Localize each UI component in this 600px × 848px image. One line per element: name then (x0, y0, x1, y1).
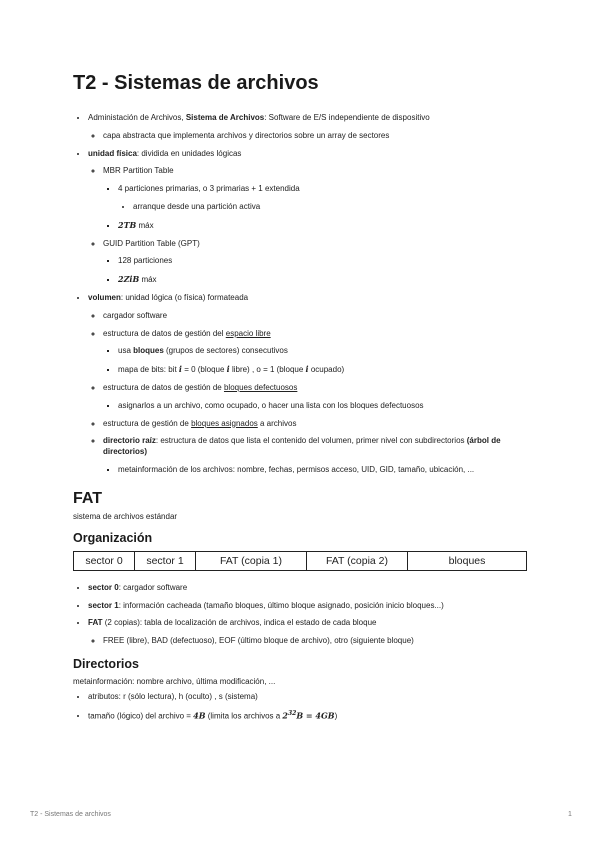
underlined-text: bloques defectuosos (223, 382, 298, 392)
text: máx (136, 220, 154, 230)
bold-text: sector 0 (88, 582, 119, 592)
section-heading-fat: FAT (73, 489, 103, 507)
text: (grupos de sectores) consecutivos (163, 346, 288, 356)
fat-layout-table (73, 551, 527, 571)
text: a archivos (257, 418, 297, 428)
text: 4 particiones primarias, o 3 primarias + 1 extendida (118, 184, 300, 194)
intro-list (73, 113, 533, 476)
page-number: 1 (568, 811, 572, 818)
list-item (133, 202, 533, 213)
bold-text: FAT (88, 618, 103, 628)
bold-text: (árbol de directorios) (103, 436, 501, 457)
text: atributos: r (sólo lectura), h (oculto) , s (sistema) (88, 691, 258, 701)
list-item (88, 601, 533, 612)
list-item (103, 419, 533, 430)
fat-list (73, 583, 533, 647)
text: 128 particiones (118, 256, 173, 266)
table-cell: FAT (copia 1) (196, 551, 307, 570)
text: : información cacheada (tamaño bloques, último bloque asignado, posición inicio bloques...) (118, 600, 444, 610)
text: estructura de datos de gestión del (103, 328, 226, 338)
text: estructura de datos de gestión de (103, 382, 224, 392)
text: : dividida en unidades lógicas (136, 148, 242, 158)
list-item (118, 256, 533, 267)
list-item (118, 220, 533, 232)
text: cargador software (103, 310, 168, 320)
table-cell: bloques (408, 551, 527, 570)
text: FREE (libre), BAD (defectuoso), EOF (último bloque de archivo), otro (siguiente bloque) (103, 636, 414, 646)
math-text: i (178, 364, 182, 375)
text: máx (139, 275, 157, 285)
text: ) (334, 711, 338, 721)
text: libre) , o = 1 (bloque (229, 365, 306, 375)
footer-title: T2 - Sistemas de archivos (30, 811, 111, 818)
bold-text: sector 1 (88, 600, 119, 610)
section-heading-organizacion: Organización (73, 530, 153, 545)
list-item (103, 383, 533, 412)
text: = 0 (bloque (181, 365, 227, 375)
math-superscript: 32 (288, 709, 297, 717)
list-item (103, 436, 533, 475)
math-text: i (305, 364, 309, 375)
bold-text: volumen (88, 292, 121, 302)
math-text: 2 (282, 710, 288, 721)
list-item (88, 149, 533, 286)
text: : unidad lógica (o física) formateada (120, 292, 249, 302)
text: usa (118, 346, 134, 356)
list-item (103, 131, 533, 142)
text: : cargador software (118, 582, 188, 592)
text: GUID Partition Table (GPT) (103, 238, 200, 248)
text: ocupado) (308, 365, 345, 375)
text: tamaño (lógico) del archivo = (88, 711, 194, 721)
section-heading-directorios: Directorios (73, 656, 139, 671)
list-item (118, 274, 533, 286)
text: MBR Partition Table (103, 166, 174, 176)
list-item (103, 166, 533, 231)
table-cell: sector 0 (74, 551, 135, 570)
list-item (103, 311, 533, 322)
fat-subtitle: sistema de archivos estándar (73, 511, 178, 521)
list-item (118, 184, 533, 213)
text: metainformación de los archivos: nombre, fechas, permisos acceso, UID, GID, tamaño, ubicación, ... (118, 464, 475, 474)
text: (limita los archivos a (205, 711, 283, 721)
text: asignarlos a un archivo, como ocupado, o hacer una lista con los bloques defectuosos (118, 400, 424, 410)
text: capa abstracta que implementa archivos y directorios sobre un array de sectores (103, 130, 390, 140)
list-item (103, 636, 533, 647)
table-cell: FAT (copia 2) (307, 551, 408, 570)
bold-text: bloques (133, 346, 164, 356)
list-item (88, 692, 533, 703)
text: estructura de gestión de (103, 418, 192, 428)
page-title: T2 - Sistemas de archivos (73, 72, 319, 94)
list-item (88, 618, 533, 647)
math-text: B = 4GB (296, 710, 335, 721)
underlined-text: bloques asignados (191, 418, 258, 428)
list-item (88, 710, 533, 722)
math-text: 2TB (118, 219, 137, 230)
table-cell: sector 1 (135, 551, 196, 570)
list-item (118, 465, 533, 476)
math-text: i (226, 364, 230, 375)
text: : estructura de datos que lista el contenido del volumen, primer nivel con subdirectorios (155, 436, 467, 446)
underlined-text: espacio libre (225, 328, 271, 338)
bold-text: directorio raíz (103, 436, 156, 446)
text: (2 copias): tabla de localización de archivos, indica el estado de cada bloque (102, 618, 377, 628)
text: mapa de bits: bit (118, 365, 179, 375)
list-item (103, 329, 533, 376)
list-item (88, 583, 533, 594)
text: Administación de Archivos, (88, 113, 186, 122)
bold-text: unidad física (88, 148, 137, 158)
text: arranque desde una partición activa (133, 201, 261, 211)
math-text: 4B (193, 710, 206, 721)
list-item (118, 401, 533, 412)
list-item (118, 364, 533, 376)
dirs-meta: metainformación: nombre archivo, última modificación, ... (73, 676, 276, 686)
document-body (73, 72, 533, 729)
dirs-list (73, 692, 533, 722)
list-item (103, 239, 533, 286)
list-item (118, 346, 533, 357)
list-item (88, 293, 533, 476)
table-row (74, 551, 527, 570)
math-text: 2ZiB (118, 274, 140, 285)
list-item (88, 113, 533, 142)
bold-text: Sistema de Archivos (185, 113, 265, 122)
text: : Software de E/S independiente de dispositivo (264, 113, 430, 122)
